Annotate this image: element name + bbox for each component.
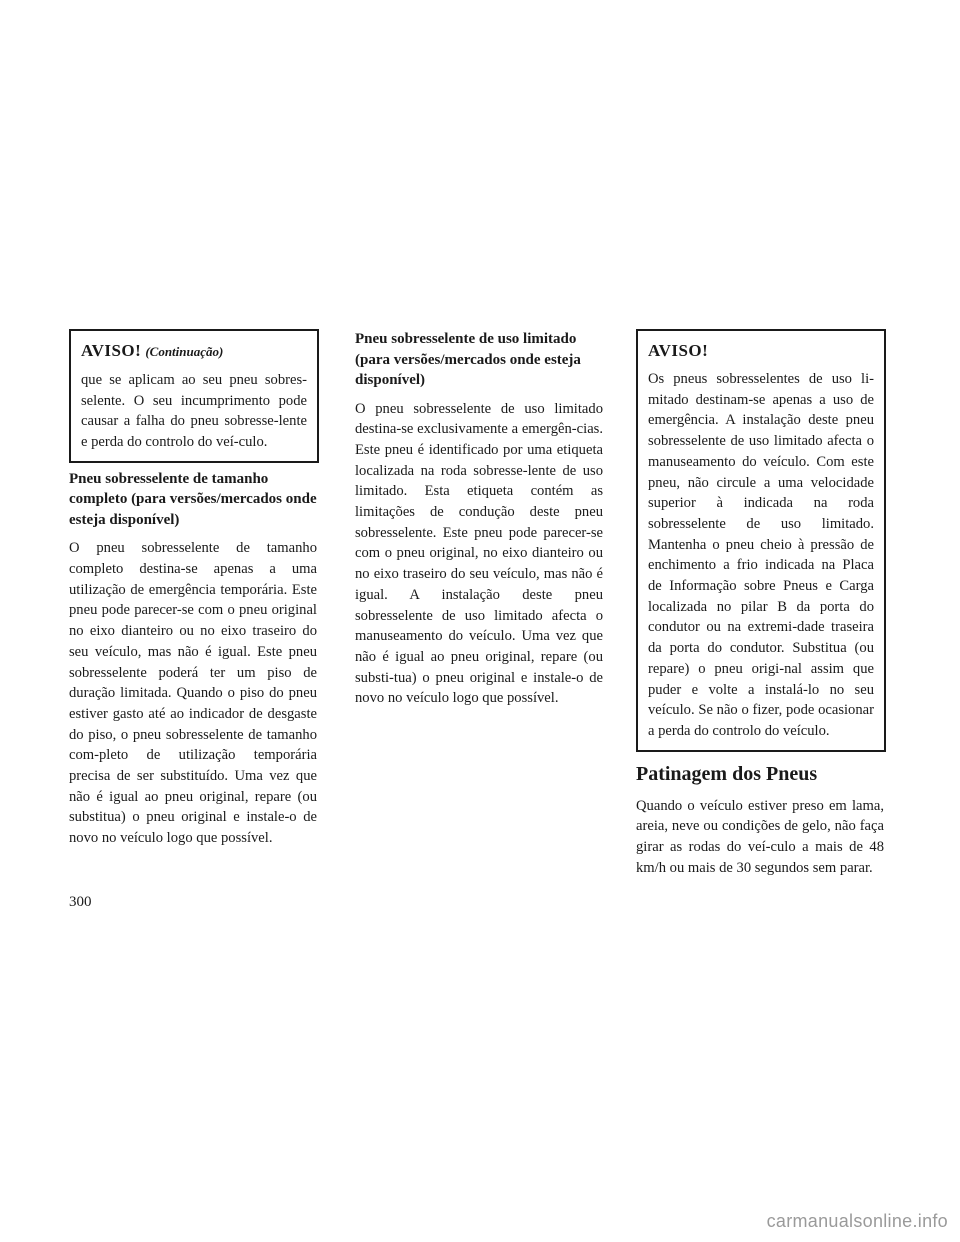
warning-title [81,341,309,362]
watermark-logo: carmanualsonline.info [766,1211,948,1231]
warning-box-continued [69,329,319,463]
column-left [69,329,317,849]
paragraph-tire-spinning: Quando o veículo estiver preso em lama, areia, neve ou condições de gelo, não faça girar as rodas do veí-culo a mais de 48 km/h ou mais de 30 segundos sem parar. [636,797,884,876]
section-title-tire-spinning: Patinagem dos Pneus [636,762,818,785]
warning-box-limited-use [636,329,886,752]
column-right [636,329,884,878]
page-number: 300 [69,894,92,910]
paragraph-full-size-spare: O pneu sobresselente de tamanho completo destina-se apenas a uma utilização de emergência temporária. Este pneu pode parecer-se com o pneu original no eixo dianteiro ou no eixo traseiro do seu veículo, mas não é igual. Este pneu sobresselente poderá ter um piso de duração limitada. Quando o piso do pneu estiver gasto até ao indicador de desgaste do piso, o pneu sobresselente de tamanho com-pleto de utilização temporária precisa de ser substituído. Uma vez que não é igual ao pneu original, repare (ou substitua) o pneu original e instale-o de novo no veículo logo que possível. [69,540,317,847]
heading-full-size-spare: Pneu sobresselente de tamanho completo (para versões/mercados onde esteja disponível) [69,470,317,528]
warning-title: AVISO! [648,341,709,360]
warning-continuation: (Continuação) [145,344,224,359]
warning-text: Os pneus sobresselentes de uso li-mitado destinam-se apenas a uso de emergência. A instalação deste pneu sobresselente de uso limitado afecta o manuseamento do veículo. Com este pneu, não circule a uma velocidade superior à indicada na roda sobresselente de uso limitado. Mantenha o pneu cheio à pressão de enchimento a frio indicada na Placa de Informação sobre Pneus e Carga localizada no pilar B da porta do condutor ou na extremi-dade traseira da porta do condutor. Substitua (ou repare) o pneu origi-nal assim que puder e volte a instalá-lo no seu veículo. Se não o fizer, pode ocasionar a perda do controlo do veículo. [648,371,874,739]
column-middle [355,329,603,709]
paragraph-limited-use-spare: O pneu sobresselente de uso limitado destina-se exclusivamente a emergên-cias. Este pneu é identificado por uma etiqueta localizada na roda sobresse-lente de uso limitado. Esta etiqueta contém as limitações de condução deste pneu sobresselente. Este pneu pode parecer-se com o pneu original, no eixo dianteiro ou no eixo traseiro do seu veículo, mas não é igual. A instalação deste pneu sobresselente de uso limitado afecta o manuseamento do veículo. Uma vez que não é igual ao pneu original, repare (ou substi-tua) o pneu original e instale-o de novo no veículo logo que possível. [355,400,603,707]
warning-label: AVISO! [81,341,142,360]
warning-text: que se aplicam ao seu pneu sobres-selente. O seu incumprimento pode causar a falha do pneu sobresse-lente e perda do controlo do veí-culo. [81,372,307,451]
heading-limited-use-spare: Pneu sobresselente de uso limitado (para versões/mercados onde esteja disponível) [355,331,581,388]
